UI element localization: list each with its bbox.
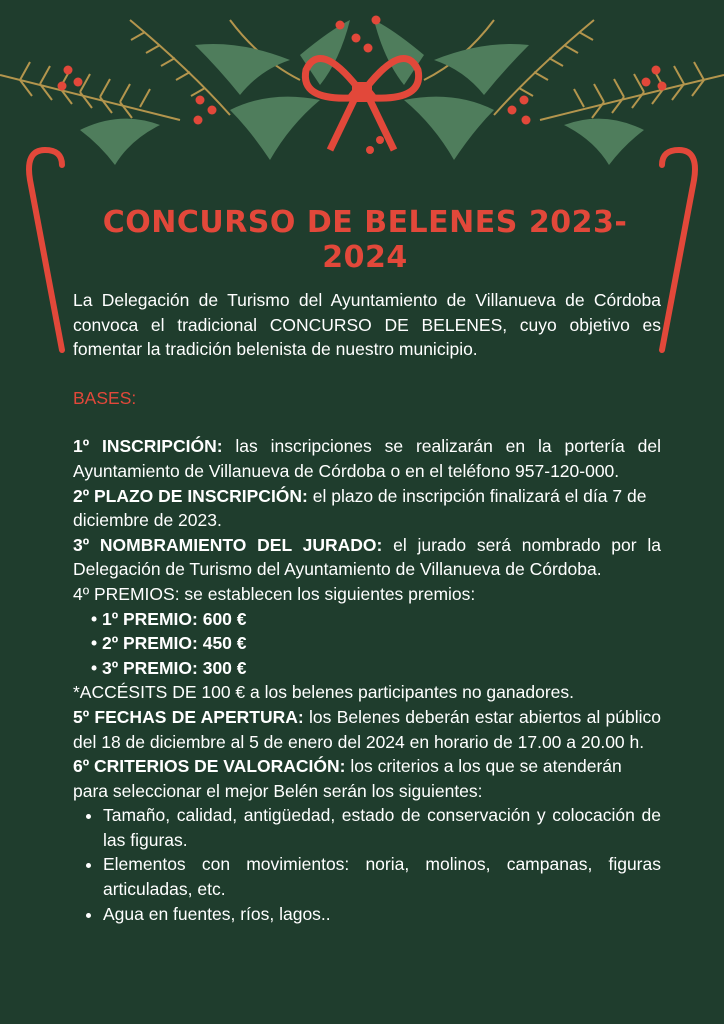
poster-title: CONCURSO DE BELENES 2023-2024 [102,205,628,275]
section-criterios [73,754,661,803]
section-jurado-label: 3º NOMBRAMIENTO DEL JURADO: [73,534,383,555]
section-criterios-label: 6º CRITERIOS DE VALORACIÓN: [73,756,346,777]
criteria-item: • Agua en fuentes, ríos, lagos.. [103,902,661,927]
bow-knot [352,82,372,102]
section-inscripcion [73,434,661,483]
prize-item: • 2º PREMIO: 450 € [91,631,661,656]
section-jurado-text: el jurado será nombrado por la Delegación de Turismo del Ayuntamiento de Villanueva de Córdoba. [73,534,661,580]
criteria-item: • Elementos con movimientos: noria, molinos, campanas, figuras articuladas, etc. [103,852,661,901]
bases-heading: BASES: [73,387,137,408]
section-fechas-label: 5º FECHAS DE APERTURA: [73,706,304,727]
section-jurado [73,533,661,582]
section-fechas-text: los Belenes deberán estar abiertos al público del 18 de diciembre al 5 de enero del 2024 en horario de 17.00 a 20.00 h. [73,706,661,752]
section-plazo [73,484,661,533]
prize-item: • 3º PREMIO: 300 € [91,656,661,681]
section-premios-intro: 4º PREMIOS: se establecen los siguientes premios: [73,583,476,604]
prize-list [73,607,661,681]
section-inscripcion-label: 1º INSCRIPCIÓN: [73,436,223,457]
prize-item: • 1º PREMIO: 600 € [91,607,661,632]
section-inscripcion-text: las inscripciones se realizarán en la portería del Ayuntamiento de Villanueva de Córdoba o en el teléfono 957-120-000. [73,436,662,481]
accesits-note: *ACCÉSITS DE 100 € a los belenes participantes no ganadores. [73,682,574,703]
criteria-list [73,803,661,926]
section-plazo-label: 2º PLAZO DE INSCRIPCIÓN: [73,485,308,506]
intro-paragraph: La Delegación de Turismo del Ayuntamiento de Villanueva de Córdoba convoca el tradicional CONCURSO DE BELENES, cuyo objetivo es fomentar la tradición belenista de nuestro municipio. [73,290,661,360]
criteria-item: • Tamaño, calidad, antigüedad, estado de conservación y colocación de las figuras. [103,803,661,852]
section-plazo-text: el plazo de inscripción finalizará el día 7 de diciembre de 2023. [73,485,647,531]
poster-content [73,288,661,926]
pine-branch-icon [0,20,724,120]
section-fechas [73,705,661,754]
section-criterios-text: los criterios a los que se atenderán para seleccionar el mejor Belén serán los siguientes: [73,756,622,801]
